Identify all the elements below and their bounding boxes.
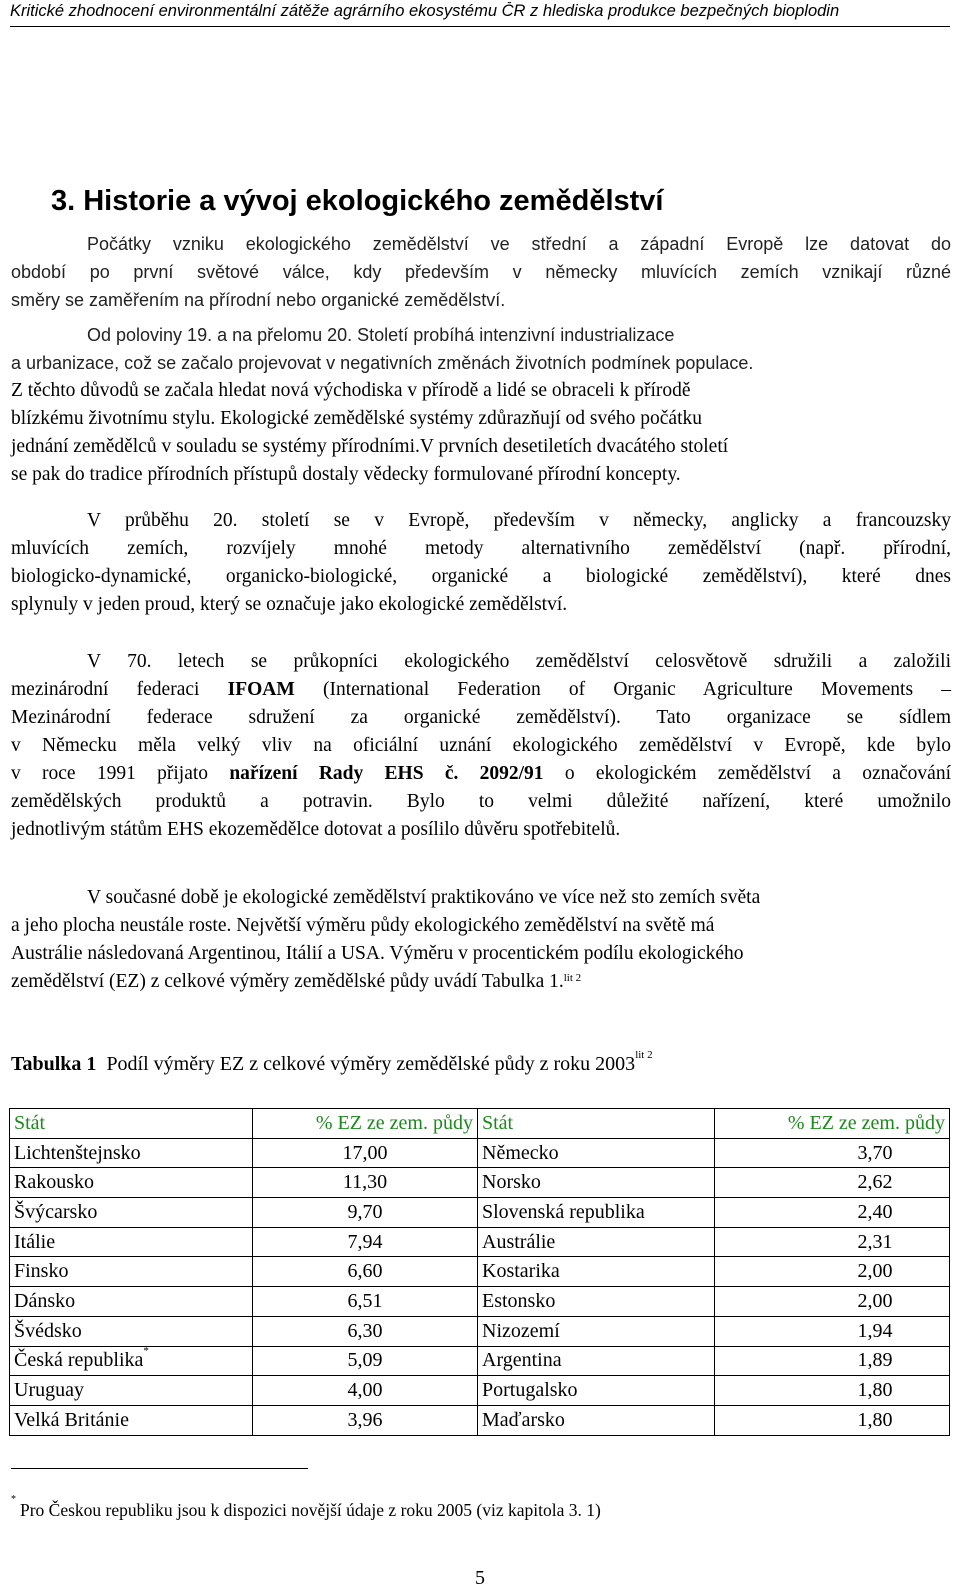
table-row [10, 1287, 950, 1317]
state-cell: Švýcarsko [10, 1198, 253, 1228]
paragraph-line: biologicko-dynamické, organicko-biologické, organické a biologické zemědělství), které dnes [11, 566, 951, 587]
state-cell: Uruguay [10, 1376, 253, 1406]
paragraph-line: zemědělství (EZ) z celkové výměry zemědělské půdy uvádí Tabulka 1.$^{lit 2}$ [11, 971, 582, 992]
percent-cell: 6,30 [253, 1316, 478, 1346]
percent-cell: 1,80 [715, 1405, 950, 1435]
table-caption-text: Podíl výměry EZ z celkové výměry zemědělské půdy z roku 2003 [106, 1053, 636, 1075]
table-body [10, 1138, 950, 1435]
paragraph-line: v roce 1991 přijato nařízení Rady EHS č. 2092/91 o ekologickém zemědělství a označování [11, 763, 951, 784]
paragraph-5 [11, 884, 951, 996]
paragraph-line: Od poloviny 19. a na přelomu 20. Století probíhá intenzivní industrializace [87, 325, 675, 345]
section-title: 3. Historie a vývoj ekologického zemědělství [51, 185, 664, 217]
state-cell: Rakousko [10, 1168, 253, 1198]
table-row [10, 1405, 950, 1435]
percent-cell: 3,70 [715, 1138, 950, 1168]
paragraph-line: V současné době je ekologické zemědělství praktikováno ve více než sto zemích světa [87, 887, 761, 908]
footnote-mark: * [11, 1494, 16, 1505]
paragraph-line: zemědělských produktů a potravin. Bylo to velmi důležité nařízení, které umožnilo [11, 791, 951, 812]
percent-cell: 1,94 [715, 1316, 950, 1346]
paragraph-line: splynuly v jeden proud, který se označuje jako ekologické zemědělství. [11, 594, 568, 615]
paragraph-line: Počátky vzniku ekologického zemědělství ve střední a západní Evropě lze datovat do [87, 234, 951, 254]
state-cell: Finsko [10, 1257, 253, 1287]
paragraph-line: směry se zaměřením na přírodní nebo organické zemědělství. [11, 290, 506, 310]
paragraph-line: blízkému životnímu stylu. Ekologické zemědělské systémy zdůrazňují od svého počátku [11, 408, 703, 429]
state-cell: Norsko [478, 1168, 715, 1198]
percent-cell: 7,94 [253, 1227, 478, 1257]
citation-sup: lit 2 [563, 972, 582, 984]
percent-cell: 2,00 [715, 1287, 950, 1317]
state-cell: Švédsko [10, 1316, 253, 1346]
state-cell: Dánsko [10, 1287, 253, 1317]
paragraph-line: jednání zemědělců v souladu se systémy přírodními.V prvních desetiletích dvacátého století [11, 436, 729, 457]
paragraph-line: Z těchto důvodů se začala hledat nová východiska v přírodě a lidé se obraceli k přírodě [11, 380, 691, 401]
table-caption [11, 1049, 653, 1076]
state-cell: Německo [478, 1138, 715, 1168]
column-header-percent: % EZ ze zem. půdy [715, 1109, 950, 1139]
table-row [10, 1138, 950, 1168]
percent-cell: 6,60 [253, 1257, 478, 1287]
percent-cell: 2,00 [715, 1257, 950, 1287]
footnote-text: Pro Českou republiku jsou k dispozici novější údaje z roku 2005 (viz kapitola 3. 1) [20, 1500, 601, 1520]
table-row [10, 1316, 950, 1346]
footnote [11, 1494, 601, 1521]
percent-cell: 1,89 [715, 1346, 950, 1376]
ifoam-bold: IFOAM [227, 679, 295, 700]
state-cell: Česká republika* [10, 1346, 253, 1376]
table-row [10, 1257, 950, 1287]
paragraph-line: Austrálie následovaná Argentinou, Itálií a USA. Výměru v procentickém podílu ekologického [11, 943, 744, 964]
table-row [10, 1346, 950, 1376]
footnote-rule [11, 1468, 308, 1469]
paragraph-2 [11, 321, 951, 489]
state-cell: Velká Británie [10, 1405, 253, 1435]
running-header: Kritické zhodnocení environmentální zátěže agrárního ekosystému ČR z hlediska produkce bezpečných bioplodin [10, 2, 950, 27]
paragraph-line: a jeho plocha neustále roste. Největší výměru půdy ekologického zemědělství na světě má [11, 915, 715, 936]
state-cell: Slovenská republika [478, 1198, 715, 1228]
state-cell: Nizozemí [478, 1316, 715, 1346]
percent-cell: 6,51 [253, 1287, 478, 1317]
percent-cell: 11,30 [253, 1168, 478, 1198]
paragraph-line: Mezinárodní federace sdružení za organické zemědělství). Tato organizace se sídlem [11, 707, 951, 728]
state-cell: Portugalsko [478, 1376, 715, 1406]
paragraph-1 [11, 230, 951, 314]
data-table [9, 1108, 950, 1436]
state-cell: Austrálie [478, 1227, 715, 1257]
percent-cell: 5,09 [253, 1346, 478, 1376]
paragraph-line: mluvících zemích, rozvíjely mnohé metody alternativního zemědělství (např. přírodní, [11, 538, 951, 559]
percent-cell: 2,40 [715, 1198, 950, 1228]
paragraph-line: jednotlivým státům EHS ekozemědělce dotovat a posílilo důvěru spotřebitelů. [11, 819, 621, 840]
page-number: 5 [475, 1567, 485, 1589]
paragraph-line: V 70. letech se průkopníci ekologického zemědělství celosvětově sdružili a založili [87, 651, 951, 672]
table-header-row [10, 1109, 950, 1139]
percent-cell: 4,00 [253, 1376, 478, 1406]
paragraph-3 [11, 507, 951, 619]
percent-cell: 17,00 [253, 1138, 478, 1168]
column-header-state: Stát [10, 1109, 253, 1139]
table-row [10, 1227, 950, 1257]
table-row [10, 1376, 950, 1406]
column-header-state: Stát [478, 1109, 715, 1139]
citation-sup: lit 2 [635, 1049, 653, 1061]
paragraph-line: v Německu měla velký vliv na oficiální uznání ekologického zemědělství v Evropě, kde bylo [11, 735, 951, 756]
percent-cell: 2,62 [715, 1168, 950, 1198]
table-row [10, 1168, 950, 1198]
paragraph-line: období po první světové válce, kdy především v německy mluvících zemích vznikají různé [11, 262, 951, 282]
percent-cell: 1,80 [715, 1376, 950, 1406]
paragraph-line: se pak do tradice přírodních přístupů dostaly vědecky formulované přírodní koncepty. [11, 464, 681, 485]
state-cell: Estonsko [478, 1287, 715, 1317]
state-cell: Lichtenštejnsko [10, 1138, 253, 1168]
paragraph-line: mezinárodní federaci IFOAM (International Federation of Organic Agriculture Movements – [11, 679, 951, 700]
table-caption-label: Tabulka 1 [11, 1053, 97, 1075]
paragraph-4 [11, 648, 951, 844]
percent-cell: 9,70 [253, 1198, 478, 1228]
state-cell: Argentina [478, 1346, 715, 1376]
column-header-percent: % EZ ze zem. půdy [253, 1109, 478, 1139]
state-cell: Maďarsko [478, 1405, 715, 1435]
footnote-ref: * [143, 1345, 149, 1358]
regulation-bold: nařízení Rady EHS č. 2092/91 [229, 763, 544, 784]
percent-cell: 2,31 [715, 1227, 950, 1257]
paragraph-line: a urbanizace, což se začalo projevovat v negativních změnách životních podmínek populace. [11, 353, 754, 373]
table-row [10, 1198, 950, 1228]
paragraph-line: V průběhu 20. století se v Evropě, především v německy, anglicky a francouzsky [87, 510, 951, 531]
state-cell: Itálie [10, 1227, 253, 1257]
percent-cell: 3,96 [253, 1405, 478, 1435]
state-cell: Kostarika [478, 1257, 715, 1287]
